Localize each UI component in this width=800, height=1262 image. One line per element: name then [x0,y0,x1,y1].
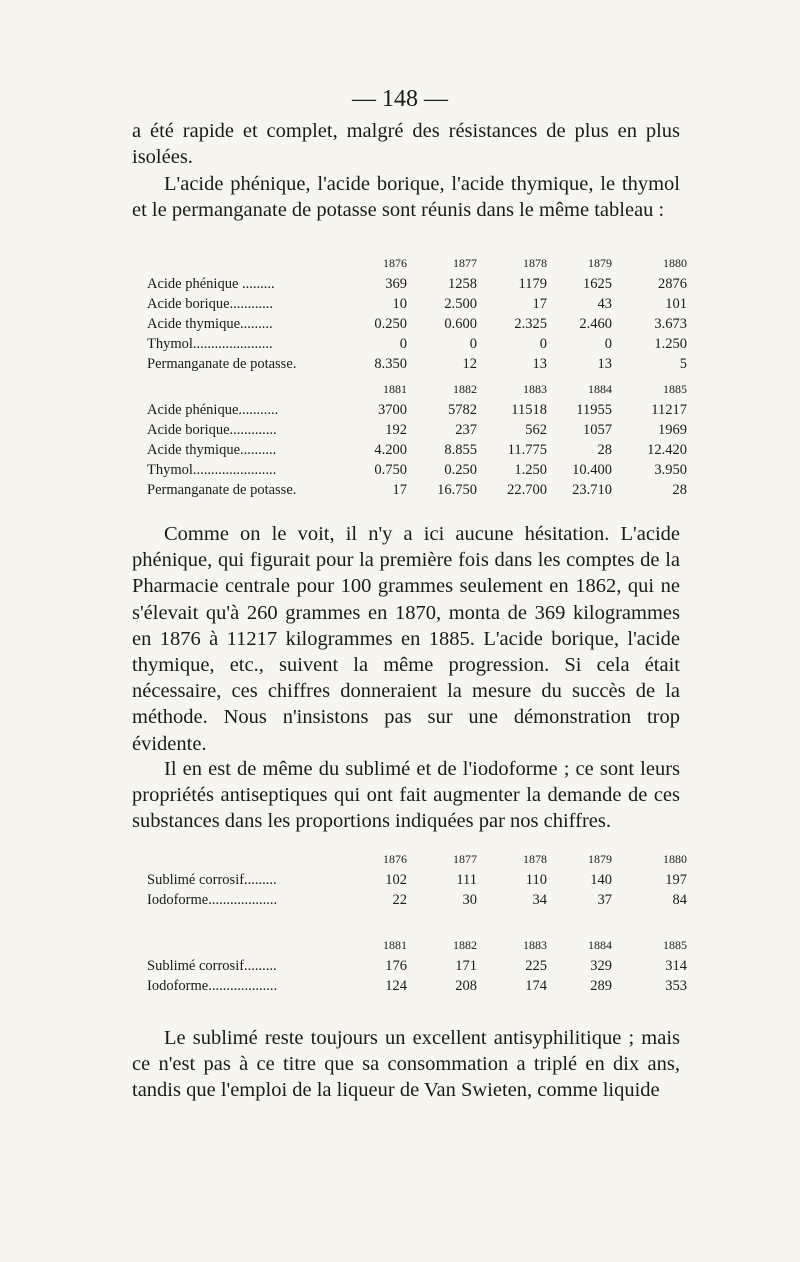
cell: 110 [525,871,547,888]
cell: 562 [525,421,547,438]
cell: 0.750 [374,461,407,478]
year-header: 1878 [523,851,547,866]
row-label: Acide phénique ......... [147,275,275,292]
cell: 4.200 [374,441,407,458]
cell: 17 [392,481,407,498]
year-header: 1879 [588,255,612,270]
cell: 111 [456,871,477,888]
cell: 237 [455,421,477,438]
cell: 0 [469,335,477,352]
year-header: 1880 [663,255,687,270]
paragraph-commentary: Comme on le voit, il n'y a ici aucune hésitation. L'acide phénique, qui figurait pour la première fois dans les comptes de la Pharmacie centrale pour 100 grammes seulement en 1862, qui ne s'élevait qu'à 260 grammes en 1870, monta de 369 kilogrammes en 1876 à 11217 kilogrammes en 1885. L'acide borique, l'acide thymique, etc., suivent la même progression. Si cela était nécessaire, ces chiffres donneraient la mesure du succès de la méthode. Nous n'insistons pas sur une démonstration trop évidente. [132,523,680,755]
cell: 8.350 [374,355,407,372]
table-row [147,956,687,976]
year-header: 1877 [453,851,477,866]
table-row [147,400,687,420]
year-header: 1885 [663,937,687,952]
cell: 13 [532,355,547,372]
cell: 22.700 [507,481,547,498]
table-row [147,460,687,480]
row-label: Thymol...................... [147,335,273,352]
cell: 176 [385,957,407,974]
table-header-row [147,934,687,956]
cell: 1258 [448,275,477,292]
row-label: Permanganate de potasse. [147,481,297,498]
table-sublime-1881-1885 [147,934,687,996]
table-row [147,314,687,334]
cell: 101 [665,295,687,312]
cell: 197 [665,871,687,888]
table-row [147,440,687,460]
table-row [147,354,687,374]
row-label: Acide borique............ [147,295,274,312]
row-label: Acide thymique.......... [147,441,277,458]
cell: 0 [604,335,612,352]
cell: 369 [385,275,407,292]
cell: 1969 [658,421,687,438]
row-label: Iodoforme................... [147,891,278,908]
table-row [147,480,687,500]
cell: 0.250 [444,461,477,478]
cell: 11518 [511,401,547,418]
cell: 1179 [518,275,547,292]
cell: 16.750 [437,481,477,498]
cell: 124 [385,977,407,994]
cell: 0 [399,335,407,352]
cell: 17 [532,295,547,312]
cell: 1625 [583,275,612,292]
cell: 12 [462,355,477,372]
cell: 28 [672,481,687,498]
year-header: 1881 [383,381,407,396]
cell: 22 [392,891,407,908]
table-row [147,334,687,354]
row-label: Iodoforme................... [147,977,278,994]
row-label: Acide borique............. [147,421,277,438]
row-label: Sublimé corrosif......... [147,957,277,974]
table-antiseptics-1881-1885 [147,378,687,500]
cell: 84 [672,891,687,908]
table-row [147,890,687,910]
cell: 225 [525,957,547,974]
table-header-row [147,252,687,274]
table-antiseptics-1876-1880 [147,252,687,374]
cell: 329 [590,957,612,974]
cell: 3.950 [654,461,687,478]
table-sublime-1876-1880 [147,848,687,910]
year-header: 1885 [663,381,687,396]
cell: 140 [590,871,612,888]
paragraph-antisyphilitique: Le sublimé reste toujours un excellent antisyphilitique ; mais ce n'est pas à ce titre que sa consommation a triplé en dix ans, tandis que l'emploi de la liqueur de Van Swieten, comme liquide [132,1027,680,1102]
year-header: 1882 [453,381,477,396]
paragraph-table-intro: L'acide phénique, l'acide borique, l'acide thymique, le thymol et le permanganate de potasse sont réunis dans le même tableau : [132,173,680,222]
cell: 3700 [378,401,407,418]
cell: 0.600 [444,315,477,332]
cell: 28 [597,441,612,458]
table-header-row [147,848,687,870]
year-header: 1876 [383,851,407,866]
cell: 2.325 [514,315,547,332]
year-header: 1883 [523,381,547,396]
cell: 208 [455,977,477,994]
cell: 0.250 [374,315,407,332]
year-header: 1876 [383,255,407,270]
cell: 314 [665,957,687,974]
cell: 11955 [576,401,612,418]
cell: 10 [392,295,407,312]
cell: 13 [597,355,612,372]
cell: 5 [679,355,687,372]
cell: 192 [385,421,407,438]
cell: 43 [597,295,612,312]
cell: 102 [385,871,407,888]
cell: 289 [590,977,612,994]
year-header: 1880 [663,851,687,866]
row-label: Permanganate de potasse. [147,355,297,372]
table-row [147,420,687,440]
cell: 2.500 [444,295,477,312]
cell: 34 [532,891,547,908]
page-number: — 148 — [352,86,448,112]
cell: 12.420 [647,441,687,458]
cell: 2876 [658,275,687,292]
table-row [147,294,687,314]
year-header: 1884 [588,937,612,952]
year-header: 1884 [588,381,612,396]
cell: 11.775 [507,441,547,458]
cell: 1.250 [654,335,687,352]
table-row [147,274,687,294]
year-header: 1882 [453,937,477,952]
table-row [147,870,687,890]
row-label: Acide phénique........... [147,401,279,418]
cell: 1057 [583,421,612,438]
year-header: 1878 [523,255,547,270]
cell: 30 [462,891,477,908]
row-label: Acide thymique......... [147,315,273,332]
table-row [147,976,687,996]
table-header-row [147,378,687,400]
cell: 23.710 [572,481,612,498]
cell: 8.855 [444,441,477,458]
row-label: Sublimé corrosif......... [147,871,277,888]
paragraph-intro: a été rapide et complet, malgré des résistances de plus en plus isolées. [132,120,680,169]
year-header: 1883 [523,937,547,952]
cell: 1.250 [514,461,547,478]
cell: 171 [455,957,477,974]
year-header: 1877 [453,255,477,270]
cell: 2.460 [579,315,612,332]
cell: 37 [597,891,612,908]
cell: 174 [525,977,547,994]
year-header: 1879 [588,851,612,866]
cell: 3.673 [654,315,687,332]
cell: 11217 [651,401,687,418]
cell: 10.400 [572,461,612,478]
row-label: Thymol....................... [147,461,277,478]
paragraph-sublime-iodoforme: Il en est de même du sublimé et de l'iodoforme ; ce sont leurs propriétés antiseptiques qui ont fait augmenter la demande de ces substances dans les proportions indiquées par nos chiffres. [132,758,680,833]
cell: 5782 [448,401,477,418]
cell: 353 [665,977,687,994]
cell: 0 [539,335,547,352]
year-header: 1881 [383,937,407,952]
